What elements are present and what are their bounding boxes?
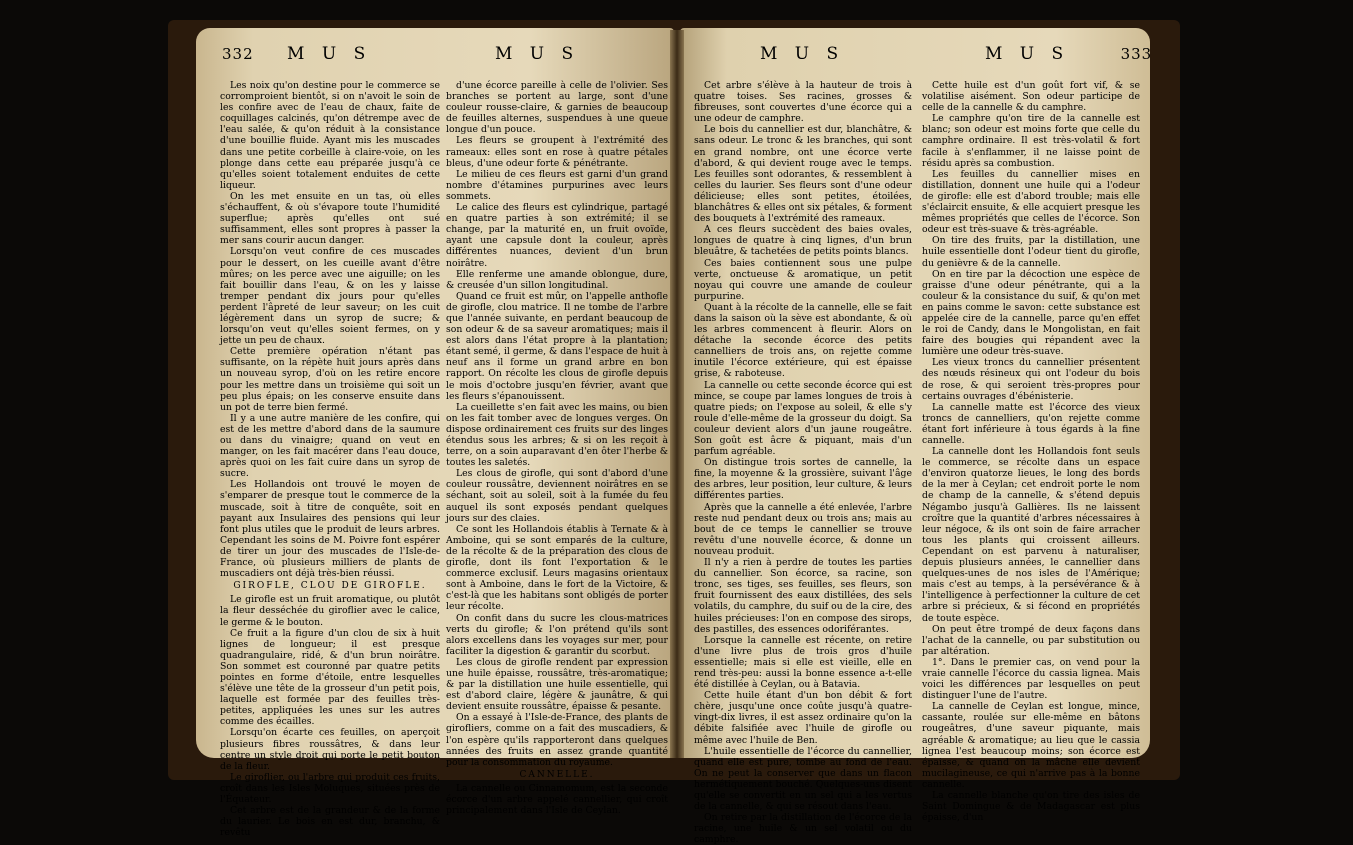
paragraph: Les noix qu'on destine pour le commerce se corromproient bientôt, si on n'avoit le soin de les confire avec de l'eau de chaux, faite de coquillages calcinés, qu'on détrempe avec de l'eau salée, & qu'on réduit à la consistance d'une bouillie fluide. Ayant mis les muscades dans une petite corbeille à claire-voie, on les plonge dans cette eau préparée jusqu'à ce qu'elles soient totalement enduites de cette liqueur. — [220, 80, 440, 191]
paragraph: La cannelle matte est l'écorce des vieux troncs de cannelliers, qu'on rejette comme étant fort inférieure à tous égards à la fine cannelle. — [922, 401, 1140, 446]
left-page-running-title-1: M U S — [287, 44, 372, 64]
book-gutter — [670, 30, 684, 758]
paragraph: GIROFLE, CLOU DE GIROFLE. — [233, 581, 427, 592]
paragraph: On distingue trois sortes de cannelle, la fine, la moyenne & la grossière, suivant l'âge des arbres, leur position, leur culture, & leurs différentes parties. — [694, 457, 912, 502]
paragraph: Quant à la récolte de la cannelle, elle se fait dans la saison où la sève est abondante, & où les arbres commencent à fleurir. Alors on détache la seconde écorce des petits cannelliers de trois ans, on rejette comme inutile l'écorce extérieure, qui est épaisse grise, & raboteuse. — [694, 301, 913, 380]
paragraph: On retire par la distillation de l'écorce de la racine, une huile & un sel volatil ou du camphre. — [694, 812, 912, 845]
paragraph: On peut être trompé de deux façons dans l'achat de la cannelle, ou par substitution ou par altération. — [922, 623, 1140, 657]
left-page-running-title-2: M U S — [495, 44, 580, 64]
paragraph: Il n'y a rien à perdre de toutes les parties du cannellier. Son écorce, sa racine, son tronc, ses tiges, ses feuilles, ses fleurs, son fruit fournissent des eaux distillées, des sels volatils, du camphre, du suif ou de la cire, des huiles précieuses: l'on en compose des sirops, des pastilles, des essences odoriférantes. — [694, 557, 912, 635]
paragraph: Quand ce fruit est mûr, on l'appelle anthofle de girofle, clou matrice. Il ne tombe de l'arbre que l'année suivante, en perdant beaucoup de son odeur & de sa saveur aromatiques; mais il est alors dans l'état propre à la plantation; étant semé, il germe, & dans l'espace de huit à neuf ans il forme un grand arbre en bon rapport. On récolte les clous de girofle depuis le mois d'octobre jusqu'en février, avant que les fleurs s'épanouissent. — [446, 290, 668, 402]
paragraph: On a essayé à l'Isle-de-France, des plants de girofliers, comme on a fait des muscadiers, & l'on espère qu'ils rapporteront dans quelques années des fruits en assez grande quantité pour la consommation du royaume. — [446, 712, 668, 768]
paragraph: Il y a une autre manière de les confire, qui est de les mettre d'abord dans de la saumure ou dans du vinaigre; quand on veut en manger, on les fait macérer dans l'eau douce, après quoi on les fait cuire dans un syrop de sucre. — [220, 412, 440, 480]
paragraph: Les fleurs se groupent à l'extrémité des rameaux: elles sont en rose à quatre pétales bleus, d'une odeur forte & pénétrante. — [446, 135, 668, 169]
paragraph: La cannelle ou Cinnamomum, est la seconde écorce d'un arbre appelé cannellier, qui croît principalement dans l'Isle de Ceylan. — [446, 782, 668, 817]
paragraph: Elle renferme une amande oblongue, dure, & creusée d'un sillon longitudinal. — [446, 268, 668, 291]
paragraph: Cette huile est d'un goût fort vif, & se volatilise aisément. Son odeur participe de celle de la cannelle & du camphre. — [922, 80, 1140, 114]
paragraph: On tire des fruits, par la distillation, une huile essentielle dont l'odeur tient du girofle, du genièvre & de la cannelle. — [922, 235, 1140, 269]
paragraph: La cannelle dont les Hollandois font seuls le commerce, se récolte dans un espace d'environ quatorze lieues, le long des bords de la mer à Ceylan; cet endroit porte le nom de champ de la cannelle, & s'étend depuis Négambo jusqu'à Gallières. Ils ne laissent croître que la quantité d'arbres nécessaires à leur négoce, & ils ont soin de faire arracher tous les plants qui croissent ailleurs. Cependant on est parvenu à naturaliser, depuis plusieurs années, le cannellier dans quelques-unes de nos isles de l'Amérique; mais c'est au temps, à la persévérance & à l'intelligence à perfectionner la culture de cet arbre si précieux, & si fécond en propriétés de toute espèce. — [922, 446, 1140, 624]
paragraph: L'huile essentielle de l'écorce du cannellier, quand elle est pure, tombe au fond de l'eau. On ne peut la conserver que dans un flacon hermétiquement bouché. Quelques-uns disent qu'elle se convertit en un sel qui a les vertus de la cannelle, & qui se résout dans l'eau. — [694, 745, 912, 813]
right-page-running-title-1: M U S — [760, 44, 845, 64]
paragraph: Cette première opération n'étant pas suffisante, on la répète huit jours après dans un nouveau syrop, d'où on les retire encore pour les mettre dans un troisième qui soit un peu plus épais; on les conserve ensuite dans un pot de terre bien fermé. — [220, 346, 440, 413]
paragraph: Les clous de girofle rendent par expression une huile épaisse, roussâtre, très-aromatique; & par la distillation une huile essentielle, qui est d'abord claire, légère & jaunâtre, & qui devient ensuite roussâtre, épaisse & pesante. — [446, 656, 668, 713]
left-page-column-1 — [220, 80, 440, 839]
left-page-column-2 — [446, 80, 668, 817]
paragraph: 1°. Dans le premier cas, on vend pour la vraie cannelle l'écorce du cassia lignea. Mais voici les différences par lesquelles on peut distinguer l'une de l'autre. — [922, 656, 1140, 702]
right-page-number: 333 — [1120, 45, 1153, 63]
paragraph: On confit dans du sucre les clous-matrices verts du girofle; & l'on prétend qu'ils sont alors excellens dans les voyages sur mer, pour faciliter la digestion & garantir du scorbut. — [446, 612, 668, 657]
paragraph: A ces fleurs succèdent des baies ovales, longues de quatre à cinq lignes, d'un brun bleuâtre, & tachetées de petits points blancs. — [694, 224, 912, 258]
right-page-running-title-2: M U S — [985, 44, 1070, 64]
paragraph: Les Hollandois ont trouvé le moyen de s'emparer de presque tout le commerce de la muscade, soit à titre de conquête, soit en payant aux Insulaires des pensions qui leur font plus utiles que le produit de leurs arbres. Cependant les soins de M. Poivre font espérer de tirer un jour des muscades de l'Isle-de-France, où plusieurs milliers de plants de muscadiers ont déjà très-bien réussi. — [220, 479, 440, 580]
paragraph: Les feuilles du cannellier mises en distillation, donnent une huile qui a l'odeur de girofle: elle est d'abord trouble; mais elle s'éclaircit ensuite, & elle acquiert presque les mêmes propriétés que celles de l'écorce. Son odeur est très-suave & très-agréable. — [922, 168, 1140, 236]
right-page-column-1 — [694, 80, 913, 845]
paragraph: Le giroflier, ou l'arbre qui produit ces fruits, croît dans les Isles Moluques, situées près de l'Équateur. — [220, 771, 440, 805]
paragraph: La cannelle ou cette seconde écorce qui est mince, se coupe par lames longues de trois à quatre pieds; on l'expose au soleil, & elle s'y roule d'elle-même de la grosseur du doigt. Sa couleur devient alors d'un jaune rougeâtre. Son goût est âcre & piquant, mais d'un parfum agréable. — [694, 379, 912, 458]
paragraph: Cet arbre est de la grandeur & de la forme du laurier. Le bois en est dur, branchu, & revêtu — [220, 805, 440, 839]
paragraph: On les met ensuite en un tas, où elles s'échauffent, & où s'évapore toute l'humidité superflue; après qu'elles ont sué suffisamment, elles sont propres à passer la mer sans courir aucun danger. — [220, 190, 440, 247]
paragraph: Le bois du cannellier est dur, blanchâtre, & sans odeur. Le tronc & les branches, qui sont en grand nombre, ont une écorce verte d'abord, & qui devient rouge avec le temps. Les feuilles sont odorantes, & ressemblent à celles du laurier. Ses fleurs sont d'une odeur délicieuse; elles sont petites, étoilées, blanchâtres & elles ont six pétales, & forment des bouquets à l'extrémité des rameaux. — [694, 124, 912, 225]
paragraph: Les vieux troncs du cannellier présentent des nœuds résineux qui ont l'odeur du bois de rose, & qui seroient très-propres pour certains ouvrages d'ébénisterie. — [922, 357, 1140, 402]
right-page-header — [985, 44, 1152, 64]
left-page-header — [222, 44, 371, 64]
right-page-column-2 — [922, 80, 1140, 824]
paragraph: d'une écorce pareille à celle de l'olivier. Ses branches se portent au large, sont d'une couleur rousse-claire, & garnies de beaucoup de feuilles alternes, suspendues à une queue longue d'un pouce. — [446, 80, 668, 136]
paragraph: La cueillette s'en fait avec les mains, ou bien on les fait tomber avec de longues verges. On dispose ordinairement ces fruits sur des linges étendus sous les arbres; & si on les reçoit à terre, on a soin auparavant d'en ôter l'herbe & toutes les saletés. — [446, 401, 668, 469]
paragraph: Le girofle est un fruit aromatique, ou plutôt la fleur desséchée du giroflier avec le calice, le germe & le bouton. — [220, 594, 440, 628]
paragraph: Ce fruit a la figure d'un clou de six à huit lignes de longueur; il est presque quadrangulaire, ridé, & d'un brun noirâtre. Son sommet est couronné par quatre petits pointes en forme d'étoile, entre lesquelles s'élève une tête de la grosseur d'un petit pois, laquelle est formée par des feuilles très-petites, appliquées les unes sur les autres comme des écailles. — [220, 627, 440, 728]
paragraph: Le calice des fleurs est cylindrique, partagé en quatre parties à son extrémité; il se change, par la maturité en, un fruit ovoïde, ayant une capsule dont la couleur, après différentes nuances, devient d'un brun noirâtre. — [446, 202, 668, 269]
paragraph: On en tire par la décoction une espèce de graisse d'une odeur pénétrante, qui a la couleur & la consistance du suif, & qu'on met en pains comme le savon: cette substance est appelée cire de la cannelle, parce qu'en effet le roi de Candy, dans le Mongolistan, en fait faire des bougies qui répandent avec la lumière une odeur très-suave. — [922, 268, 1140, 358]
paragraph: La cannelle blanche qu'on tire des isles de Saint Domingue & de Madagascar est plus épaisse, d'un — [922, 790, 1140, 824]
paragraph: Ce sont les Hollandois établis à Ternate & à Amboine, qui se sont emparés de la culture, de la récolte & de la préparation des clous de girofle, dont ils font l'exportation & le commerce exclusif. Leurs magasins orientaux sont à Amboine, dans le fort de la Victoire, & c'est-là que les habitans sont obligés de porter leur récolte. — [446, 523, 668, 613]
paragraph: Le camphre qu'on tire de la cannelle est blanc; son odeur est moins forte que celle du camphre ordinaire. Il est très-volatil & fort facile à s'enflammer, il ne laisse point de résidu après sa combustion. — [922, 113, 1140, 169]
paragraph: CANNELLE. — [519, 769, 595, 780]
paragraph: Le milieu de ces fleurs est garni d'un grand nombre d'étamines purpurines avec leurs sommets. — [446, 168, 668, 202]
paragraph: La cannelle de Ceylan est longue, mince, cassante, roulée sur elle-même en bâtons rougeâtres, d'une saveur piquante, mais agréable & aromatique; au lieu que le cassia lignea l'est beaucoup moins; son écorce est épaisse, & quand on la mâche elle devient mucilagineuse, ce qui n'arrive pas à la bonne cannelle. — [922, 701, 1140, 790]
paragraph: Cette huile étant d'un bon débit & fort chère, jusqu'une once coûte jusqu'à quatre-vingt-dix livres, il est assez ordinaire qu'on la débite falsifiée avec l'huile de girofle ou même avec l'huile de Ben. — [694, 690, 912, 746]
paragraph: Lorsqu'on écarte ces feuilles, on aperçoit plusieurs fibres roussâtres, & dans leur centre un style droit qui porte le petit bouton de la fleur. — [220, 727, 440, 772]
paragraph: Cet arbre s'élève à la hauteur de trois à quatre toises. Ses racines, grosses & fibreuses, sont couvertes d'une écorce qui a une odeur de camphre. — [694, 80, 912, 125]
paragraph: Lorsque la cannelle est récente, on retire d'une livre plus de trois gros d'huile essentielle; mais si elle est vieille, elle en rend très-peu: aussi la bonne essence a-t-elle été distillée à Ceylan, ou à Batavia. — [694, 634, 912, 691]
paragraph: Ces baies contiennent sous une pulpe verte, onctueuse & aromatique, un petit noyau qui couvre une amande de couleur purpurine. — [694, 257, 912, 302]
paragraph: Les clous de girofle, qui sont d'abord d'une couleur roussâtre, deviennent noirâtres en se séchant, soit au soleil, soit à la fumée du feu auquel ils sont exposés pendant quelques jours sur des claies. — [446, 468, 668, 524]
left-page-number: 332 — [222, 45, 254, 63]
paragraph: Après que la cannelle a été enlevée, l'arbre reste nud pendant deux ou trois ans; mais au bout de ce temps le cannellier se trouve revêtu d'une nouvelle écorce, & donne un nouveau produit. — [694, 501, 912, 557]
paragraph: Lorsqu'on veut confire de ces muscades pour le dessert, on les cueille avant d'être mûres; on les perce avec une aiguille; on les fait bouillir dans l'eau, & on les y laisse tremper pendant dix jours pour qu'elles perdent l'âpreté de leur saveur; on les cuit légèrement dans un syrop de sucre; & lorsqu'on veut qu'elles soient fermes, on y jette un peu de chaux. — [220, 246, 440, 347]
